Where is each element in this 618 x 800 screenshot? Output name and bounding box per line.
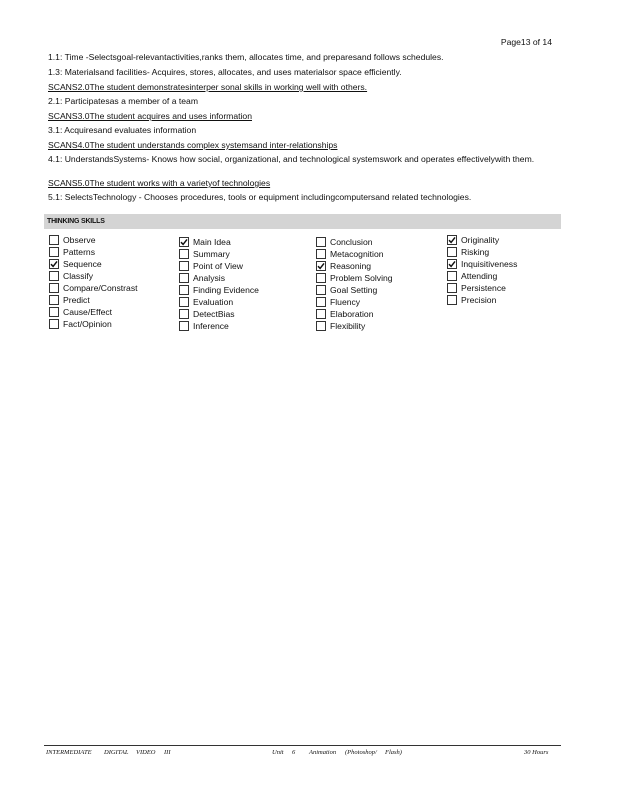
checkbox-unchecked[interactable]: [179, 261, 189, 271]
checkbox-checked[interactable]: [179, 237, 189, 247]
skill-item-point-of-view[interactable]: [179, 260, 259, 272]
footer-unit-word: Flash): [385, 749, 402, 756]
checkbox-unchecked[interactable]: [316, 285, 326, 295]
skill-label: Main Idea: [193, 237, 231, 247]
checkbox-unchecked[interactable]: [49, 307, 59, 317]
skill-label: Evaluation: [193, 297, 234, 307]
checkmark-icon: [448, 260, 456, 268]
skill-item-detectbias[interactable]: [179, 308, 259, 320]
skills-column: [447, 234, 517, 306]
skill-label: Sequence: [63, 259, 102, 269]
skill-label: Compare/Constrast: [63, 283, 138, 293]
skill-item-attending[interactable]: [447, 270, 517, 282]
skill-item-sequence[interactable]: [49, 258, 138, 270]
checkbox-checked[interactable]: [447, 235, 457, 245]
skill-item-compare-constrast[interactable]: [49, 282, 138, 294]
skill-item-metacognition[interactable]: [316, 248, 393, 260]
skill-item-flexibility[interactable]: [316, 320, 393, 332]
skill-label: Fact/Opinion: [63, 319, 112, 329]
checkmark-icon: [50, 260, 58, 268]
footer-course-word: INTERMEDIATE: [46, 749, 92, 756]
checkbox-unchecked[interactable]: [179, 249, 189, 259]
skill-label: Precision: [461, 295, 497, 305]
skill-label: Inference: [193, 321, 229, 331]
scans-standard-heading: SCANS2.0The student demonstratesinterper sonal skills in working well with others.: [48, 82, 368, 92]
checkbox-unchecked[interactable]: [316, 237, 326, 247]
skill-item-main-idea[interactable]: [179, 236, 259, 248]
skill-label: Reasoning: [330, 261, 372, 271]
checkmark-icon: [180, 238, 188, 246]
scans-standard-heading: SCANS3.0The student acquires and uses information: [48, 111, 252, 121]
skill-label: Fluency: [330, 297, 361, 307]
skill-label: Risking: [461, 247, 490, 257]
skill-label: Analysis: [193, 273, 225, 283]
skill-label: Problem Solving: [330, 273, 393, 283]
skill-item-conclusion[interactable]: [316, 236, 393, 248]
skill-item-predict[interactable]: [49, 294, 138, 306]
skill-item-fluency[interactable]: [316, 296, 393, 308]
footer-divider: [44, 745, 561, 746]
skill-item-persistence[interactable]: [447, 282, 517, 294]
checkbox-unchecked[interactable]: [179, 285, 189, 295]
skill-item-inference[interactable]: [179, 320, 259, 332]
competency-line: 1.1: Time -Selectsgoal-relevantactivities,ranks them, allocates time, and preparesand follows schedules.: [48, 52, 444, 62]
competency-line: 5.1: SelectsTechnology - Chooses procedures, tools or equipment includingcomputersand related technologies.: [48, 192, 472, 202]
skill-label: Classify: [63, 271, 94, 281]
skill-label: Metacognition: [330, 249, 384, 259]
competency-line: 4.1: UnderstandsSystems- Knows how social, organizational, and technological systemswork and operates effectivelywith them.: [48, 154, 535, 164]
checkbox-unchecked[interactable]: [316, 273, 326, 283]
checkbox-unchecked[interactable]: [49, 247, 59, 257]
skill-item-classify[interactable]: [49, 270, 138, 282]
skill-item-analysis[interactable]: [179, 272, 259, 284]
skill-label: Flexibility: [330, 321, 366, 331]
skill-item-originality[interactable]: [447, 234, 517, 246]
checkbox-checked[interactable]: [316, 261, 326, 271]
checkbox-unchecked[interactable]: [179, 273, 189, 283]
footer-course-word: III: [164, 749, 171, 756]
skill-item-reasoning[interactable]: [316, 260, 393, 272]
checkbox-unchecked[interactable]: [447, 283, 457, 293]
checkbox-unchecked[interactable]: [447, 247, 457, 257]
checkbox-unchecked[interactable]: [179, 321, 189, 331]
skill-item-observe[interactable]: [49, 234, 138, 246]
skill-item-fact-opinion[interactable]: [49, 318, 138, 330]
checkmark-icon: [448, 236, 456, 244]
footer-unit-word: (Photoshop/: [345, 749, 377, 756]
skill-label: Conclusion: [330, 237, 373, 247]
skill-label: Elaboration: [330, 309, 374, 319]
skill-item-cause-effect[interactable]: [49, 306, 138, 318]
skill-label: Predict: [63, 295, 90, 305]
skill-item-patterns[interactable]: [49, 246, 138, 258]
skill-label: Point of View: [193, 261, 244, 271]
skill-label: Observe: [63, 235, 96, 245]
checkbox-unchecked[interactable]: [179, 297, 189, 307]
skills-column: [49, 234, 138, 330]
skill-item-elaboration[interactable]: [316, 308, 393, 320]
checkbox-unchecked[interactable]: [49, 319, 59, 329]
checkbox-unchecked[interactable]: [49, 271, 59, 281]
skill-label: Persistence: [461, 283, 506, 293]
section-header-thinking-skills: THINKING SKILLS: [44, 214, 561, 229]
footer-unit-word: Animation: [309, 749, 337, 756]
footer-course-word: VIDEO: [136, 749, 156, 756]
skill-label: DetectBias: [193, 309, 235, 319]
skill-item-inquisitiveness[interactable]: [447, 258, 517, 270]
skills-column: [316, 236, 393, 332]
footer: [44, 749, 561, 761]
checkbox-unchecked[interactable]: [316, 309, 326, 319]
checkbox-unchecked[interactable]: [49, 295, 59, 305]
skill-item-summary[interactable]: [179, 248, 259, 260]
footer-hours: 30 Hours: [524, 749, 549, 756]
skill-item-problem-solving[interactable]: [316, 272, 393, 284]
skill-label: Goal Setting: [330, 285, 378, 295]
footer-course-word: DIGITAL: [104, 749, 129, 756]
competency-line: 2.1: Participatesas a member of a team: [48, 96, 198, 106]
page-number: Page13 of 14: [500, 37, 552, 47]
checkbox-unchecked[interactable]: [316, 321, 326, 331]
footer-unit-word: 6: [292, 749, 296, 756]
skill-item-evaluation[interactable]: [179, 296, 259, 308]
checkmark-icon: [317, 262, 325, 270]
skill-item-finding-evidence[interactable]: [179, 284, 259, 296]
checkbox-unchecked[interactable]: [49, 283, 59, 293]
skill-label: Originality: [461, 235, 500, 245]
skill-label: Cause/Effect: [63, 307, 113, 317]
checkbox-unchecked[interactable]: [447, 271, 457, 281]
skills-column: [179, 236, 259, 332]
checkbox-unchecked[interactable]: [179, 309, 189, 319]
footer-unit-word: Unit: [272, 749, 284, 756]
checkbox-unchecked[interactable]: [447, 295, 457, 305]
checkbox-unchecked[interactable]: [316, 297, 326, 307]
skill-label: Summary: [193, 249, 230, 259]
skill-label: Attending: [461, 271, 498, 281]
competency-line: 3.1: Acquiresand evaluates information: [48, 125, 197, 135]
skill-item-goal-setting[interactable]: [316, 284, 393, 296]
skill-label: Patterns: [63, 247, 96, 257]
skill-label: Finding Evidence: [193, 285, 259, 295]
skill-item-precision[interactable]: [447, 294, 517, 306]
checkbox-checked[interactable]: [49, 259, 59, 269]
checkbox-unchecked[interactable]: [49, 235, 59, 245]
checkbox-checked[interactable]: [447, 259, 457, 269]
skill-item-risking[interactable]: [447, 246, 517, 258]
scans-standard-heading: SCANS5.0The student works with a varietyof technologies: [48, 178, 271, 188]
checkbox-unchecked[interactable]: [316, 249, 326, 259]
competency-line: 1.3: Materialsand facilities- Acquires, stores, allocates, and uses materialsor space efficiently.: [48, 67, 402, 77]
skill-label: Inquisitiveness: [461, 259, 518, 269]
scans-standard-heading: SCANS4.0The student understands complex systemsand inter-relationships: [48, 140, 338, 150]
